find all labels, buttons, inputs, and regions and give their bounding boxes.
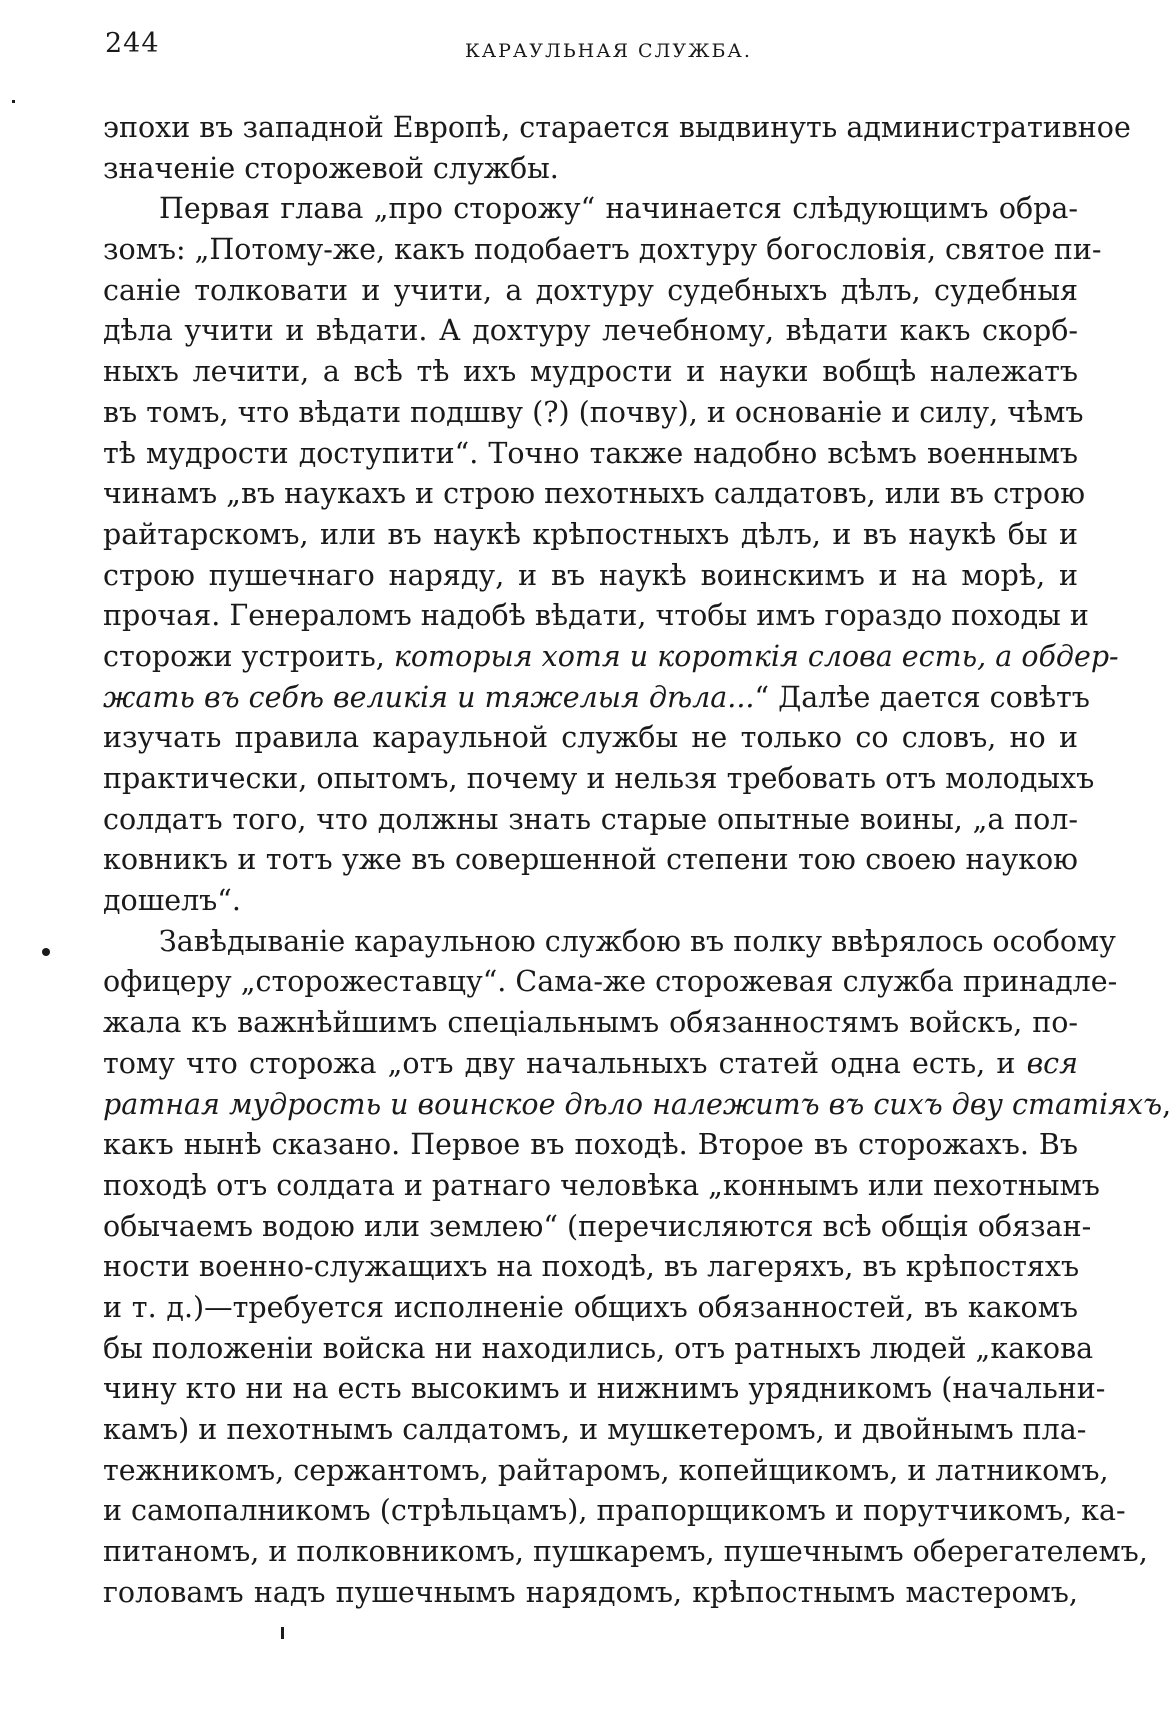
text-line: солдатъ того, что должны знать старые опытные воины, „а пол- bbox=[103, 802, 1078, 836]
text-line: какъ нынѣ сказано. Первое въ походѣ. Второе въ сторожахъ. Въ bbox=[103, 1128, 1078, 1162]
text-line: значеніе сторожевой службы. bbox=[103, 151, 559, 185]
text-line: райтарскомъ, или въ наукѣ крѣпостныхъ дѣлъ, и въ наукѣ бы и bbox=[103, 517, 1078, 551]
text-line bbox=[103, 678, 1090, 719]
text-line: дошелъ“. bbox=[103, 884, 241, 918]
text-line: обычаемъ водою или землею“ (перечисляются всѣ общія обязан- bbox=[103, 1209, 1092, 1243]
text-line: офицеру „сторожеставцу“. Сама-же сторожевая служба принадле- bbox=[103, 965, 1118, 999]
page-number: 244 bbox=[105, 28, 160, 59]
text-line: зомъ: „Потому-же, какъ подобаетъ дохтуру богословія, святое пи- bbox=[103, 233, 1102, 267]
text-line: изучать правила караульной службы не только со словъ, но и bbox=[103, 721, 1078, 755]
text-line: жала къ важнѣйшимъ спеціальнымъ обязанностямъ войскъ, по- bbox=[103, 1006, 1078, 1040]
paragraph-start-line: Завѣдываніе караульною службою въ полку ввѣрялось особому bbox=[159, 924, 1116, 958]
text-line: строю пушечнаго наряду, и въ наукѣ воинскимъ и на морѣ, и bbox=[103, 558, 1078, 592]
text-line: чинамъ „въ наукахъ и строю пехотныхъ салдатовъ, или въ строю bbox=[103, 477, 1086, 511]
italic-quote: которыя хотя и короткія слова есть, а обдер- bbox=[393, 639, 1119, 673]
text-line: прочая. Генераломъ надобѣ вѣдати, чтобы имъ гораздо походы и bbox=[103, 599, 1089, 633]
text-line: саніе толковати и учити, а дохтуру судебныхъ дѣлъ, судебныя bbox=[103, 273, 1078, 307]
paragraph-start-line: Первая глава „про сторожу“ начинается слѣдующимъ обра- bbox=[159, 192, 1078, 226]
body-text bbox=[103, 108, 1171, 1613]
text-line: эпохи въ западной Европѣ, старается выдвинуть административное bbox=[103, 111, 1131, 144]
text-line bbox=[103, 1085, 1171, 1126]
text-line: походѣ отъ солдата и ратнаго человѣка „коннымъ или пехотнымъ bbox=[103, 1168, 1100, 1202]
italic-quote: жать въ себѣ великія и тяжелыя дѣла... bbox=[103, 680, 755, 714]
text-line: чину кто ни на есть высокимъ и нижнимъ урядникомъ (начальни- bbox=[103, 1372, 1106, 1406]
running-title: КАРАУЛЬНАЯ СЛУЖБА. bbox=[465, 40, 752, 62]
page-header bbox=[105, 28, 1065, 68]
margin-speck bbox=[12, 100, 15, 103]
text-line: ности военно-служащихъ на походѣ, въ лагеряхъ, въ крѣпостяхъ bbox=[103, 1250, 1080, 1284]
text-line: бы положеніи войска ни находились, отъ ратныхъ людей „какова bbox=[103, 1331, 1094, 1365]
text-line bbox=[103, 1044, 1078, 1085]
text-line: тежникомъ, сержантомъ, райтаромъ, копейщикомъ, и латникомъ, bbox=[103, 1453, 1109, 1487]
text-line: камъ) и пехотнымъ салдатомъ, и мушкетеромъ, и двойнымъ пла- bbox=[103, 1413, 1087, 1446]
text-line: головамъ надъ пушечнымъ нарядомъ, крѣпостнымъ мастеромъ, bbox=[103, 1575, 1078, 1609]
text-segment: , bbox=[1162, 1087, 1171, 1121]
text-line bbox=[103, 637, 1119, 678]
bottom-tick-mark bbox=[281, 1627, 284, 1639]
text-line: тѣ мудрости доступити“. Точно также надобно всѣмъ военнымъ bbox=[103, 436, 1078, 470]
text-line: ныхъ лечити, а всѣ тѣ ихъ мудрости и науки вобщѣ належатъ bbox=[103, 355, 1078, 389]
text-line: практически, опытомъ, почему и нельзя требовать отъ молодыхъ bbox=[103, 762, 1095, 795]
text-segment: тому что сторожа „отъ дву начальныхъ статей одна есть, и bbox=[103, 1046, 1016, 1080]
text-line: въ томъ, что вѣдати подшву (?) (почву), и основаніе и силу, чѣмъ bbox=[103, 395, 1084, 429]
margin-dot bbox=[42, 948, 50, 956]
text-line: и самопалникомъ (стрѣльцамъ), прапорщикомъ и порутчикомъ, ка- bbox=[103, 1494, 1126, 1528]
italic-quote: вся bbox=[1026, 1046, 1079, 1080]
text-line: дѣла учити и вѣдати. А дохтуру лечебному, вѣдати какъ скорб- bbox=[103, 314, 1078, 348]
text-line: ковникъ и тотъ уже въ совершенной степени тою своею наукою bbox=[103, 843, 1078, 877]
text-line: и т. д.)—требуется исполненіе общихъ обязанностей, въ какомъ bbox=[103, 1290, 1078, 1324]
text-line: питаномъ, и полковникомъ, пушкаремъ, пушечнымъ оберегателемъ, bbox=[103, 1535, 1148, 1569]
text-segment: сторожи устроить, bbox=[103, 639, 385, 673]
text-segment: “ Далѣе дается совѣтъ bbox=[754, 680, 1090, 714]
italic-quote: ратная мудрость и воинское дѣло належитъ въ сихъ дву статіяхъ bbox=[103, 1087, 1163, 1121]
